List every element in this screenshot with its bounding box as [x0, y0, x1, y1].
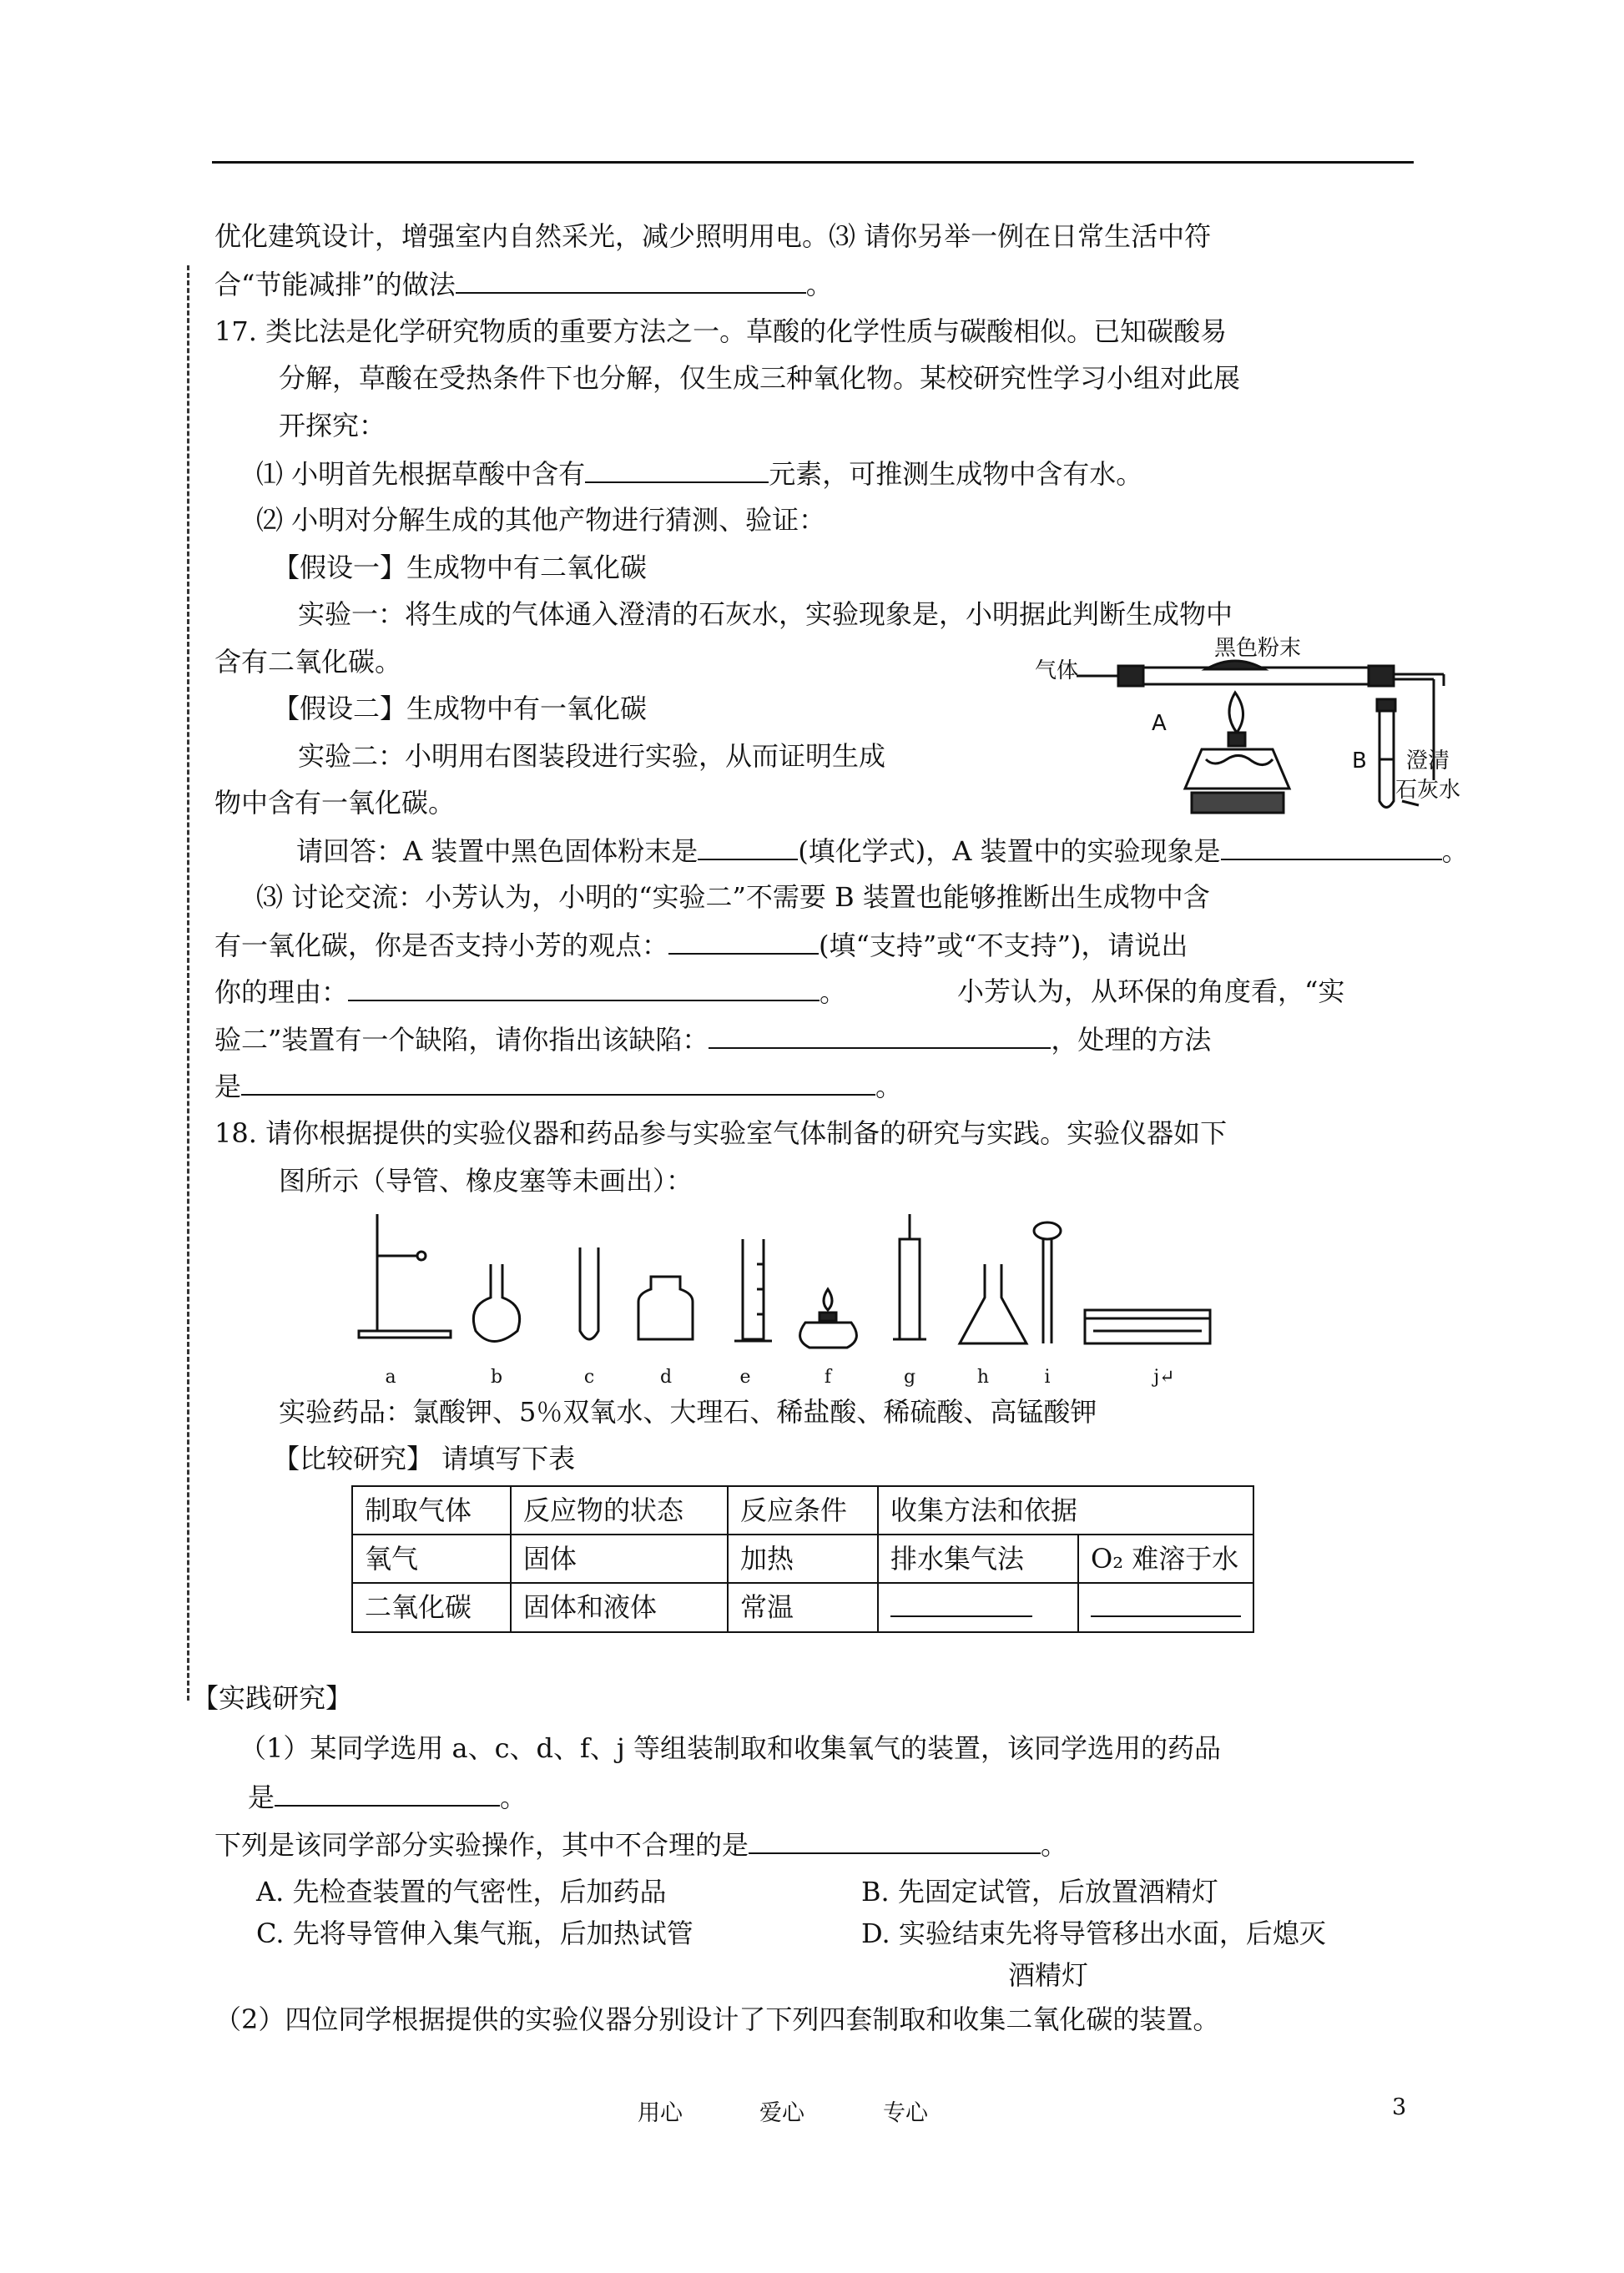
text-line: 合“节能减排”的做法 。 — [214, 269, 833, 300]
answer-blank — [456, 267, 806, 294]
compare-heading: 【比较研究】 请填写下表 — [273, 1443, 576, 1474]
text-line: 分解，草酸在受热条件下也分解，仅生成三种氧化物。某校研究性学习小组对此展 — [279, 362, 1241, 394]
answer-blank — [348, 975, 820, 1001]
option-d: D. 实验结束先将导管移出水面，后熄灭 — [861, 1918, 1326, 1949]
answer-blank — [709, 1022, 1051, 1049]
option-a: A. 先检查装置的气密性，后加药品 — [256, 1876, 667, 1908]
option-b: B. 先固定试管，后放置酒精灯 — [861, 1876, 1218, 1908]
instrument-label: g — [903, 1367, 916, 1388]
text-line: 实验一：将生成的气体通入澄清的石灰水，实验现象是，小明据此判断生成物中 — [298, 598, 1233, 630]
text-line: 验二”装置有一个缺陷，请你指出该缺陷： ，处理的方法 — [214, 1024, 1212, 1056]
table-header: 收集方法和依据 — [878, 1486, 1253, 1535]
text-line: ⑶ 讨论交流：小芳认为，小明的“实验二”不需要 B 装置也能够推断出生成物中含 — [256, 881, 1210, 913]
hypothesis-2: 【假设二】生成物中有一氧化碳 — [273, 693, 648, 724]
hypothesis-1: 【假设一】生成物中有二氧化碳 — [273, 552, 648, 583]
text-line: 是 。 — [248, 1782, 527, 1813]
label-B: B — [1352, 748, 1367, 774]
instruments-figure — [342, 1206, 1243, 1389]
answer-blank — [698, 834, 798, 860]
table-cell: 固体 — [511, 1535, 728, 1583]
option-d-cont: 酒精灯 — [1008, 1959, 1089, 1991]
answer-blank — [585, 456, 769, 483]
table-cell-blank[interactable] — [878, 1583, 1078, 1632]
table-row — [352, 1535, 1253, 1583]
text-line: 开探究： — [279, 410, 386, 441]
table-header: 制取气体 — [352, 1486, 511, 1535]
text-line: 是 。 — [214, 1071, 903, 1102]
instrument-label: h — [976, 1367, 990, 1388]
text-line: 小芳认为，从环保的角度看，“实 — [957, 975, 1345, 1007]
footer-text: 用心 — [638, 2100, 683, 2126]
answer-blank — [275, 1780, 500, 1807]
limewater-label-1: 澄清 — [1406, 748, 1450, 774]
option-c: C. 先将导管伸入集气瓶，后加热试管 — [256, 1918, 693, 1949]
instrument-label: b — [490, 1367, 503, 1388]
text-line: 实验二：小明用右图装段进行实验，从而证明生成 — [298, 740, 886, 772]
instrument-label: a — [385, 1367, 396, 1388]
instrument-label: i — [1044, 1367, 1051, 1388]
text-line: ⑵ 小明对分解生成的其他产物进行猜测、验证： — [256, 504, 826, 536]
header-rule — [212, 161, 1414, 164]
table-header: 反应条件 — [728, 1486, 878, 1535]
text-line: （1）某同学选用 a、c、d、f、j 等组装制取和收集氧气的装置，该同学选用的药品 — [240, 1732, 1221, 1764]
instrument-label: f — [824, 1367, 832, 1388]
answer-blank — [241, 1069, 875, 1096]
instrument-label: j↵ — [1153, 1367, 1175, 1388]
binding-line — [187, 265, 189, 1701]
text-line: 下列是该同学部分实验操作，其中不合理的是 。 — [214, 1829, 1068, 1861]
co-apparatus-figure — [1035, 634, 1469, 830]
text-line: 物中含有一氧化碳。 — [214, 787, 456, 819]
text-line: 有一氧化碳，你是否支持小芳的观点： (填“支持”或“不支持”)，请说出 — [214, 930, 1188, 961]
answer-blank — [1221, 834, 1442, 860]
powder-label: 黑色粉末 — [1214, 636, 1302, 661]
text-line: 你的理由： 。 — [214, 976, 847, 1008]
gas-label: 气体 — [1035, 658, 1079, 683]
table-row — [352, 1583, 1253, 1632]
answer-blank — [668, 928, 819, 955]
practice-heading: 【实践研究】 — [192, 1682, 353, 1714]
text-line: （2）四位同学根据提供的实验仪器分别设计了下列四套制取和收集二氧化碳的装置。 — [214, 2003, 1220, 2035]
question-17: 17. 类比法是化学研究物质的重要方法之一。草酸的化学性质与碳酸相似。已知碳酸易 — [214, 315, 1228, 347]
reagents-line: 实验药品：氯酸钾、5％双氧水、大理石、稀盐酸、稀硫酸、高锰酸钾 — [279, 1396, 1097, 1428]
footer-text: 爱心 — [759, 2100, 804, 2126]
limewater-label-2: 石灰水 — [1395, 778, 1461, 803]
table-header: 反应物的状态 — [511, 1486, 728, 1535]
table-cell: 氧气 — [352, 1535, 511, 1583]
table-cell: 二氧化碳 — [352, 1583, 511, 1632]
question-18: 18. 请你根据提供的实验仪器和药品参与实验室气体制备的研究与实践。实验仪器如下 — [214, 1117, 1228, 1149]
table-cell: 排水集气法 — [878, 1535, 1078, 1583]
comparison-table — [351, 1485, 1254, 1633]
page-number: 3 — [1392, 2094, 1407, 2120]
text-line: ⑴ 小明首先根据草酸中含有 元素，可推测生成物中含有水。 — [256, 458, 1143, 490]
text-line: 优化建筑设计，增强室内自然采光，减少照明用电。⑶ 请你另举一例在日常生活中符 — [214, 220, 1212, 252]
table-cell: 常温 — [728, 1583, 878, 1632]
text-line: 图所示（导管、橡皮塞等未画出）： — [279, 1165, 693, 1197]
text-line: 含有二氧化碳。 — [214, 646, 402, 678]
table-cell-blank[interactable] — [1078, 1583, 1253, 1632]
table-header-row — [352, 1486, 1253, 1535]
table-cell: 加热 — [728, 1535, 878, 1583]
answer-blank — [749, 1827, 1041, 1854]
instrument-label: e — [739, 1367, 751, 1388]
text-line: 请回答：A 装置中黑色固体粉末是 (填化学式)，A 装置中的实验现象是 。 — [296, 835, 1469, 867]
footer-text: 专心 — [883, 2100, 928, 2126]
instrument-label: d — [659, 1367, 673, 1388]
table-cell: O₂ 难溶于水 — [1078, 1535, 1253, 1583]
instrument-label: c — [583, 1367, 595, 1388]
table-cell: 固体和液体 — [511, 1583, 728, 1632]
label-A: A — [1152, 711, 1167, 736]
